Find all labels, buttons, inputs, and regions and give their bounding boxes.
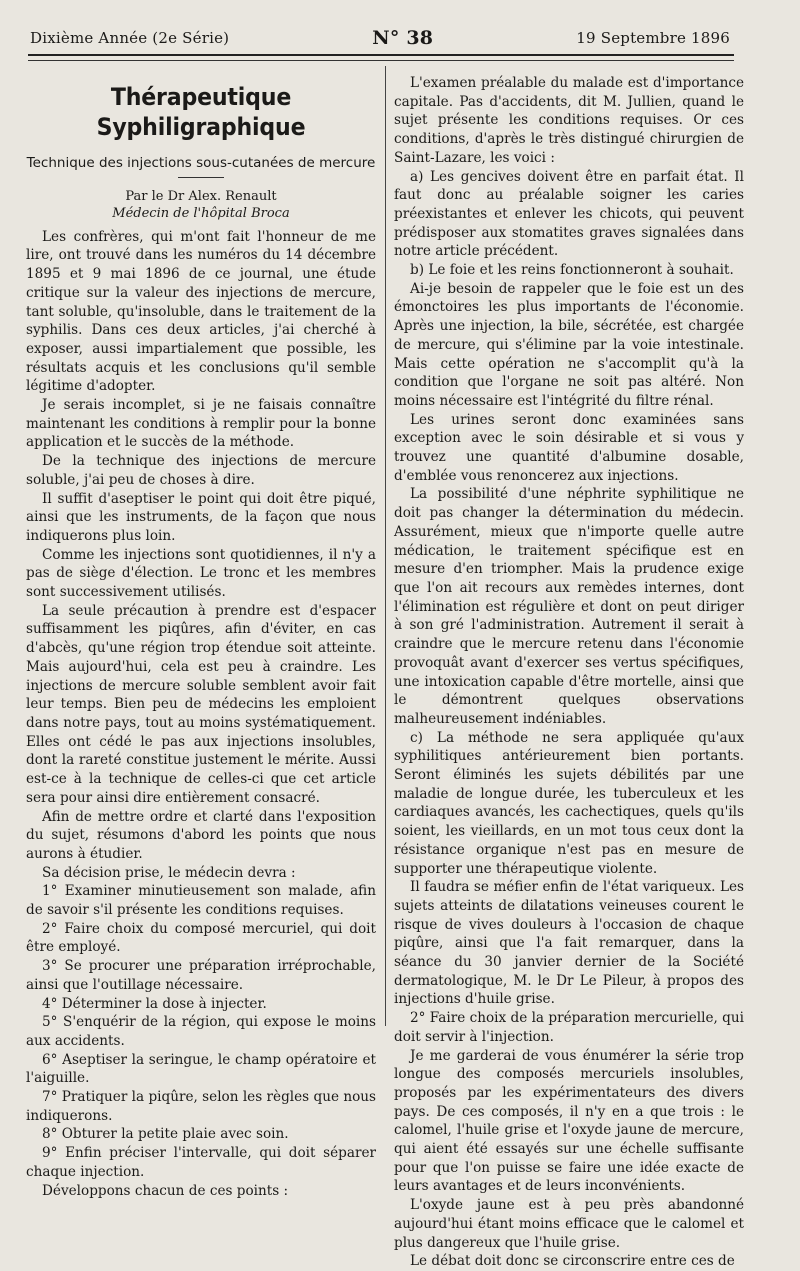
page-header [30, 26, 730, 50]
subtitle-rule [178, 177, 224, 178]
list-item: 3° Se procurer une préparation irréprochable, ainsi que l'outillage nécessaire. [26, 958, 376, 993]
paragraph: Je serais incomplet, si je ne faisais connaître maintenant les conditions à remplir pour la bonne application et le succès de la méthode. [26, 397, 376, 451]
paragraph: La possibilité d'une néphrite syphilitique ne doit pas changer la détermination du médecin. Assurément, mieux que n'importe quelle autre médication, le traitement spécifique est en mesure d'en triompher. Mais la prudence exige que l'on ait recours aux remèdes internes, dont l'élimination est régulière et dont on peut diriger à son gré l'administration. Autrement il serait à craindre que le mercure retenu dans l'économie provoquât avant d'exercer ses vertus spécifiques, une intoxication capable d'être mortelle, ainsi que le démontrent quelques observations malheureusement indéniables. [394, 486, 744, 727]
header-rule [28, 54, 734, 56]
list-item: 7° Pratiquer la piqûre, selon les règles que nous indiquerons. [26, 1089, 376, 1124]
author-affiliation: Médecin de l'hôpital Broca [112, 205, 290, 221]
issue-date: 19 Septembre 1896 [576, 29, 730, 47]
issue-year: Dixième Année (2e Série) [30, 29, 230, 47]
column-divider [385, 66, 386, 1026]
header-rule-thin [28, 60, 734, 61]
paragraph: De la technique des injections de mercure soluble, j'ai peu de choses à dire. [26, 453, 376, 488]
list-item: 2° Faire choix du composé mercuriel, qui doit être employé. [26, 920, 376, 956]
paragraph: a) Les gencives doivent être en parfait état. Il faut donc au préalable soigner les caries préexistantes et enlever les chicots, qui peuvent prédisposer aux stomatites graves signalées dans notre article précédent. [394, 168, 744, 260]
author-name: Par le Dr Alex. Renault [125, 188, 277, 204]
paragraph: Les urines seront donc examinées sans exception avec le soin désirable et si vous y trouvez une quantité d'albumine dosable, d'emblée vous renoncerez aux injections. [394, 411, 744, 484]
paragraph: 2° Faire choix de la préparation mercurielle, qui doit servir à l'injection. [394, 1010, 744, 1045]
paragraph: Sa décision prise, le médecin devra : [42, 864, 296, 881]
paragraph: Il faudra se méfier enfin de l'état variqueux. Les sujets atteints de dilatations veineuses courent le risque de vives douleurs à l'occasion de chaque piqûre, ainsi que l'a fait remarquer, dans la séance du 30 janvier dernier de la Société dermatologique, M. le Dr Le Pileur, à propos des injections d'huile grise. [394, 879, 744, 1008]
paragraph: b) Le foie et les reins fonctionneront à souhait. [410, 262, 734, 279]
paragraph: La seule précaution à prendre est d'espacer suffisamment les piqûres, afin d'éviter, en cas d'abcès, qu'une région trop étendue soit atteinte. Mais aujourd'hui, cela est peu à craindre. Les injections de mercure soluble semblent avoir fait leur temps. Bien peu de médecins les emploient dans notre pays, tout au moins systématiquement. Elles ont cédé le pas aux injections insolubles, dont la rareté constitue justement le mérite. Aussi est-ce à la technique de celles-ci que cet article sera pour ainsi dire entièrement consacré. [26, 602, 376, 806]
paragraph: Ai-je besoin de rappeler que le foie est un des émonctoires les plus importants de l'économie. Après une injection, la bile, sécrétée, est chargée de mercure, qui s'élimine par la voie intestinale. Mais cette opération ne s'accomplit qu'à la condition que l'organe ne soit pas altéré. Non moins nécessaire est l'intégrité du filtre rénal. [394, 280, 744, 409]
paragraph: Le débat doit donc se circonscrire entre ces de [410, 1253, 735, 1270]
list-item: 9° Enfin préciser l'intervalle, qui doit séparer chaque injection. [26, 1145, 376, 1180]
issue-number: N° 38 [372, 27, 434, 49]
paragraph: Il suffit d'aseptiser le point qui doit être piqué, ainsi que les instruments, de la façon que nous indiquerons plus loin. [26, 490, 376, 544]
right-column [394, 74, 744, 1271]
paragraph: L'oxyde jaune est à peu près abandonné aujourd'hui étant moins efficace que le calomel et plus dangereux que l'huile grise. [394, 1197, 744, 1251]
list-item: 5° S'enquérir de la région, qui expose le moins aux accidents. [26, 1014, 376, 1049]
list-item: Développons chacun de ces points : [42, 1182, 289, 1199]
article-title: Thérapeutique Syphiligraphique [96, 83, 306, 141]
paragraph: Je me garderai de vous énumérer la série trop longue des composés mercuriels insolubles, proposés par les expérimentateurs des divers pays. De ces composés, il n'y en a que trois : le calomel, l'huile grise et l'oxyde jaune de mercure, qui aient été essayés sur une échelle suffisante pour que l'on puisse se faire une idée exacte de leurs avantages et de leurs inconvénients. [394, 1047, 744, 1195]
list-item: 8° Obturer la petite plaie avec soin. [42, 1126, 289, 1143]
paragraph: Comme les injections sont quotidiennes, il n'y a pas de siège d'élection. Le tronc et les membres sont successivement utilisés. [26, 546, 376, 601]
list-item: 4° Déterminer la dose à injecter. [42, 995, 267, 1012]
paragraph: c) La méthode ne sera appliquée qu'aux syphilitiques antérieurement bien portants. Seront éliminés les sujets débilités par une maladie de longue durée, les tuberculeux et les cardiaques avancés, les cachectiques, quels qu'ils soient, les vieillards, en un mot tous ceux dont la résistance organique n'est pas en mesure de supporter une thérapeutique violente. [394, 729, 744, 877]
list-item: 1° Examiner minutieusement son malade, afin de savoir s'il présente les conditions requises. [26, 883, 376, 919]
paragraph: L'examen préalable du malade est d'importance capitale. Pas d'accidents, dit M. Jullien, quand le sujet présente les conditions requises. Or ces conditions, d'après le très distingué chirurgien de Saint-Lazare, les voici : [394, 75, 744, 166]
author-byline [26, 188, 376, 222]
paragraph: Afin de mettre ordre et clarté dans l'exposition du sujet, résumons d'abord les points que nous aurons à étudier. [26, 808, 376, 862]
list-item: 6° Aseptiser la seringue, le champ opératoire et l'aiguille. [26, 1051, 376, 1087]
article-subtitle: Technique des injections sous-cutanées de mercure [26, 155, 376, 171]
left-column [26, 70, 376, 1200]
paragraph: Les confrères, qui m'ont fait l'honneur de me lire, ont trouvé dans les numéros du 14 décembre 1895 et 9 mai 1896 de ce journal, une étude critique sur la valeur des injections de mercure, tant soluble, qu'insoluble, dans le traitement de la syphilis. Dans ces deux articles, j'ai cherché à exposer, aussi impartialement que possible, les résultats acquis et les conclusions qu'il semble légitime d'adopter. [26, 228, 376, 395]
procedure-list [26, 882, 376, 1200]
